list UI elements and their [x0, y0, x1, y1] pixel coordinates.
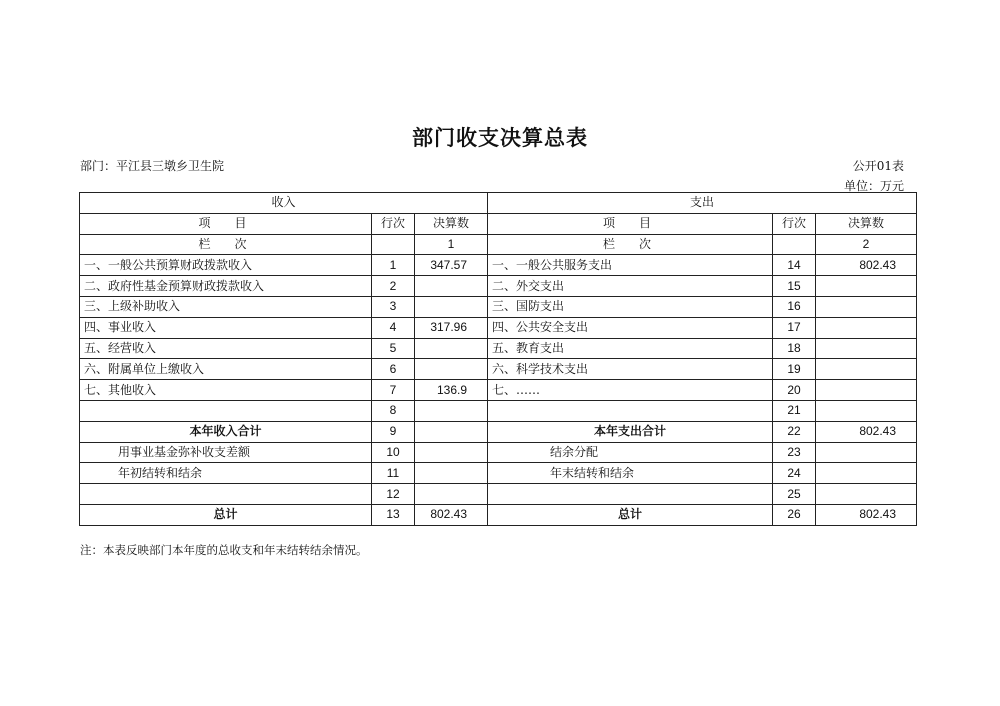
- income-row-no: 1: [372, 255, 415, 276]
- expense-amount: [816, 338, 917, 359]
- income-column-label: 栏 次: [80, 234, 372, 255]
- table-row: [80, 484, 917, 505]
- income-item: 用事业基金弥补收支差额: [80, 442, 372, 463]
- total-row: [80, 504, 917, 525]
- expense-row-no: 22: [773, 421, 816, 442]
- table-row: [80, 255, 917, 276]
- income-amount: [415, 484, 488, 505]
- budget-summary-table: [79, 192, 917, 526]
- expense-item-header: 项 目: [488, 213, 773, 234]
- expense-row-no: 18: [773, 338, 816, 359]
- expense-amount: [816, 359, 917, 380]
- income-header: 收入: [80, 193, 488, 214]
- expense-rowno-header: 行次: [773, 213, 816, 234]
- column-header-row: [80, 213, 917, 234]
- expense-row-no: 16: [773, 296, 816, 317]
- income-item: 四、事业收入: [80, 317, 372, 338]
- income-row-no: 12: [372, 484, 415, 505]
- income-row-no: 8: [372, 400, 415, 421]
- table-row: [80, 296, 917, 317]
- income-row-no: 2: [372, 276, 415, 297]
- expense-row-no: 21: [773, 400, 816, 421]
- income-rowno-blank: [372, 234, 415, 255]
- income-amount: 347.57: [415, 255, 488, 276]
- income-row-no: 7: [372, 380, 415, 401]
- expense-subtotal-label: 本年支出合计: [488, 421, 773, 442]
- expense-item: 七、……: [488, 380, 773, 401]
- expense-column-label: 栏 次: [488, 234, 773, 255]
- expense-amount: 802.43: [816, 255, 917, 276]
- expense-item: 五、教育支出: [488, 338, 773, 359]
- income-amount: [415, 421, 488, 442]
- expense-row-no: 24: [773, 463, 816, 484]
- income-row-no: 10: [372, 442, 415, 463]
- expense-total-label: 总计: [488, 504, 773, 525]
- report-title: 部门收支决算总表: [412, 126, 588, 150]
- table-row: [80, 359, 917, 380]
- table-row: [80, 400, 917, 421]
- income-row-no: 9: [372, 421, 415, 442]
- expense-item: 六、科学技术支出: [488, 359, 773, 380]
- expense-amount: [816, 317, 917, 338]
- footnote: 注：本表反映部门本年度的总收支和年末结转结余情况。: [80, 543, 368, 557]
- income-amount: [415, 463, 488, 484]
- expense-item: 二、外交支出: [488, 276, 773, 297]
- income-amount: [415, 338, 488, 359]
- income-row-no: 5: [372, 338, 415, 359]
- table-row: [80, 338, 917, 359]
- income-column-number: 1: [415, 234, 488, 255]
- expense-amount: [816, 442, 917, 463]
- income-rowno-header: 行次: [372, 213, 415, 234]
- income-item: 五、经营收入: [80, 338, 372, 359]
- income-row-no: 13: [372, 504, 415, 525]
- expense-row-no: 23: [773, 442, 816, 463]
- expense-item: 四、公共安全支出: [488, 317, 773, 338]
- expense-amount: [816, 400, 917, 421]
- expense-item: [488, 484, 773, 505]
- income-subtotal-label: 本年收入合计: [80, 421, 372, 442]
- expense-row-no: 14: [773, 255, 816, 276]
- department-label: 部门：平江县三墩乡卫生院: [80, 159, 225, 173]
- expense-amount-header: 决算数: [816, 213, 917, 234]
- income-amount: [415, 296, 488, 317]
- expense-amount: [816, 380, 917, 401]
- table-row: [80, 463, 917, 484]
- expense-amount: [816, 276, 917, 297]
- expense-header: 支出: [488, 193, 917, 214]
- income-item: [80, 400, 372, 421]
- income-total-label: 总计: [80, 504, 372, 525]
- income-row-no: 11: [372, 463, 415, 484]
- income-item: 三、上级补助收入: [80, 296, 372, 317]
- expense-row-no: 25: [773, 484, 816, 505]
- expense-rowno-blank: [773, 234, 816, 255]
- expense-row-no: 17: [773, 317, 816, 338]
- expense-total-amount: 802.43: [816, 504, 917, 525]
- expense-item: 一、一般公共服务支出: [488, 255, 773, 276]
- expense-amount: 802.43: [816, 421, 917, 442]
- income-item: 一、一般公共预算财政拨款收入: [80, 255, 372, 276]
- income-item: 二、政府性基金预算财政拨款收入: [80, 276, 372, 297]
- expense-amount: [816, 484, 917, 505]
- income-amount-header: 决算数: [415, 213, 488, 234]
- form-number: 公开01表: [852, 159, 904, 173]
- income-row-no: 3: [372, 296, 415, 317]
- income-item: 年初结转和结余: [80, 463, 372, 484]
- expense-item: [488, 400, 773, 421]
- unit-label: 单位：万元: [843, 179, 904, 193]
- expense-row-no: 20: [773, 380, 816, 401]
- expense-row-no: 26: [773, 504, 816, 525]
- subtotal-row: [80, 421, 917, 442]
- expense-row-no: 19: [773, 359, 816, 380]
- expense-item: 年末结转和结余: [488, 463, 773, 484]
- column-label-row: [80, 234, 917, 255]
- income-amount: 136.9: [415, 380, 488, 401]
- section-header-row: [80, 193, 917, 214]
- income-amount: [415, 359, 488, 380]
- expense-amount: [816, 296, 917, 317]
- income-item: [80, 484, 372, 505]
- income-item-header: 项 目: [80, 213, 372, 234]
- table-row: [80, 442, 917, 463]
- income-item: 七、其他收入: [80, 380, 372, 401]
- expense-item: 结余分配: [488, 442, 773, 463]
- expense-column-number: 2: [816, 234, 917, 255]
- income-amount: [415, 400, 488, 421]
- income-item: 六、附属单位上缴收入: [80, 359, 372, 380]
- income-row-no: 4: [372, 317, 415, 338]
- expense-row-no: 15: [773, 276, 816, 297]
- table-row: [80, 380, 917, 401]
- income-amount: 317.96: [415, 317, 488, 338]
- income-total-amount: 802.43: [415, 504, 488, 525]
- income-amount: [415, 276, 488, 297]
- expense-item: 三、国防支出: [488, 296, 773, 317]
- income-amount: [415, 442, 488, 463]
- expense-amount: [816, 463, 917, 484]
- income-row-no: 6: [372, 359, 415, 380]
- table-row: [80, 276, 917, 297]
- table-row: [80, 317, 917, 338]
